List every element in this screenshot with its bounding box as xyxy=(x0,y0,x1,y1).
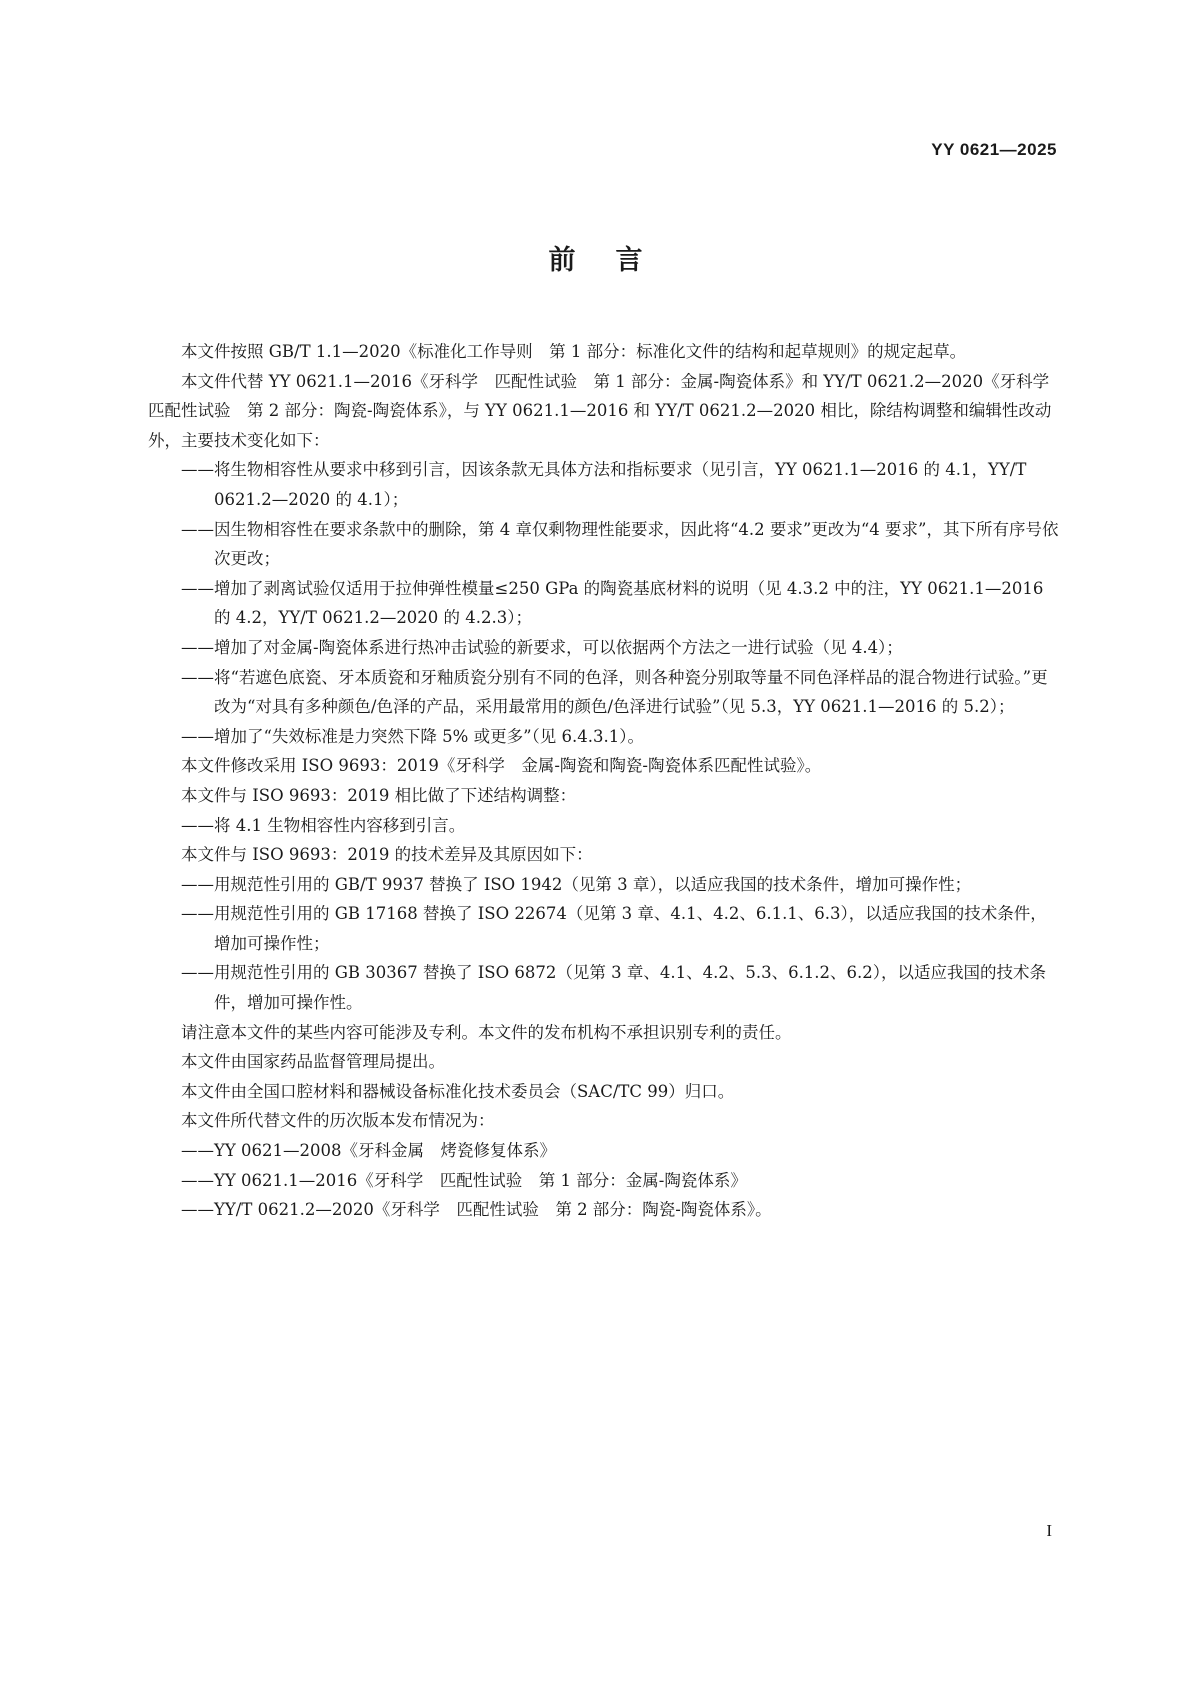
paragraph: 本文件按照 GB/T 1.1—2020《标准化工作导则 第 1 部分：标准化文件的结构和起草规则》的规定起草。 xyxy=(181,342,967,361)
list-item xyxy=(148,455,1060,514)
page-number: I xyxy=(1046,1521,1052,1540)
paragraph: 本文件代替 YY 0621.1—2016《牙科学 匹配性试验 第 1 部分：金属-陶瓷体系》和 YY/T 0621.2—2020《牙科学 匹配性试验 第 2 部分：陶瓷-陶瓷体系》，与 YY 0621.1—2016 和 YY/T 0621.2—2020 相比，除结构调整和编辑性改动外，主要技术变化如下： xyxy=(148,371,1066,450)
list-item-text: YY 0621.1—2016《牙科学 匹配性试验 第 1 部分：金属-陶瓷体系》 xyxy=(214,1170,747,1190)
list-dash: —— xyxy=(181,460,214,480)
list-dash: —— xyxy=(181,637,214,657)
list-dash: —— xyxy=(181,874,214,894)
list-dash: —— xyxy=(181,1200,214,1220)
list-item xyxy=(148,811,1060,841)
list-item-text: YY 0621—2008《牙科金属 烤瓷修复体系》 xyxy=(214,1141,557,1161)
paragraph: 本文件由国家药品监督管理局提出。 xyxy=(181,1052,445,1072)
list-item xyxy=(148,1166,1060,1196)
list-item-text: 增加了“失效标准是力突然下降 5% 或更多”（见 6.4.3.1）。 xyxy=(214,726,645,746)
document-body xyxy=(148,337,1066,1225)
list-item-text: 将生物相容性从要求中移到引言，因该条款无具体方法和指标要求（见引言，YY 0621.1—2016 的 4.1，YY/T 0621.2—2020 的 4.1）； xyxy=(214,460,1027,509)
list-item xyxy=(148,722,1060,752)
list-dash: —— xyxy=(181,726,214,746)
list-dash: —— xyxy=(181,578,214,598)
paragraph: 请注意本文件的某些内容可能涉及专利。本文件的发布机构不承担识别专利的责任。 xyxy=(181,1022,792,1042)
list-item xyxy=(148,870,1060,900)
paragraph: 本文件修改采用 ISO 9693：2019《牙科学 金属-陶瓷和陶瓷-陶瓷体系匹配性试验》。 xyxy=(181,756,822,776)
list-item-text: 增加了剥离试验仅适用于拉伸弹性模量≤250 GPa 的陶瓷基底材料的说明（见 4.3.2 中的注，YY 0621.1—2016 的 4.2，YY/T 0621.2—2020 的 4.2.3）； xyxy=(214,578,1044,628)
list-item xyxy=(148,1136,1060,1166)
list-item-text: 用规范性引用的 GB 30367 替换了 ISO 6872（见第 3 章、4.1、4.2、5.3、6.1.2、6.2），以适应我国的技术条件，增加可操作性。 xyxy=(214,963,1047,1013)
list-dash: —— xyxy=(181,904,214,924)
paragraph: 本文件由全国口腔材料和器械设备标准化技术委员会（SAC/TC 99）归口。 xyxy=(181,1081,735,1101)
list-item xyxy=(148,899,1060,958)
list-item-text: 将 4.1 生物相容性内容移到引言。 xyxy=(214,815,466,835)
list-item-text: 增加了对金属-陶瓷体系进行热冲击试验的新要求，可以依据两个方法之一进行试验（见 4.4）； xyxy=(214,637,903,657)
list-item-text: 因生物相容性在要求条款中的删除，第 4 章仅剩物理性能要求，因此将“4.2 要求”更改为“4 要求”，其下所有序号依次更改； xyxy=(214,519,1059,569)
list-item-text: 用规范性引用的 GB 17168 替换了 ISO 22674（见第 3 章、4.1、4.2、6.1.1、6.3），以适应我国的技术条件，增加可操作性； xyxy=(214,904,1047,953)
list-item xyxy=(148,663,1060,722)
list-dash: —— xyxy=(181,519,214,539)
list-item xyxy=(148,633,1060,663)
list-item-text: 将“若遮色底瓷、牙本质瓷和牙釉质瓷分别有不同的色泽，则各种瓷分别取等量不同色泽样品的混合物进行试验。”更改为“对具有多种颜色/色泽的产品，采用最常用的颜色/色泽进行试验”（见 5.3，YY 0621.1—2016 的 5.2）； xyxy=(214,667,1048,717)
list-item xyxy=(148,1195,1060,1225)
standard-code: YY 0621—2025 xyxy=(931,140,1057,159)
list-dash: —— xyxy=(181,963,214,983)
paragraph: 本文件与 ISO 9693：2019 的技术差异及其原因如下： xyxy=(181,845,593,865)
paragraph: 本文件所代替文件的历次版本发布情况为： xyxy=(181,1111,495,1131)
list-item-text: YY/T 0621.2—2020《牙科学 匹配性试验 第 2 部分：陶瓷-陶瓷体系》。 xyxy=(214,1200,772,1220)
list-item xyxy=(148,958,1060,1017)
list-item-text: 用规范性引用的 GB/T 9937 替换了 ISO 1942（见第 3 章），以适应我国的技术条件，增加可操作性； xyxy=(214,874,972,894)
list-dash: —— xyxy=(181,815,214,835)
paragraph: 本文件与 ISO 9693：2019 相比做了下述结构调整： xyxy=(181,785,577,805)
list-item xyxy=(148,515,1060,574)
list-item xyxy=(148,574,1060,633)
page-title: 前言 xyxy=(548,245,683,276)
list-dash: —— xyxy=(181,667,214,687)
list-dash: —— xyxy=(181,1170,214,1190)
list-dash: —— xyxy=(181,1141,214,1161)
